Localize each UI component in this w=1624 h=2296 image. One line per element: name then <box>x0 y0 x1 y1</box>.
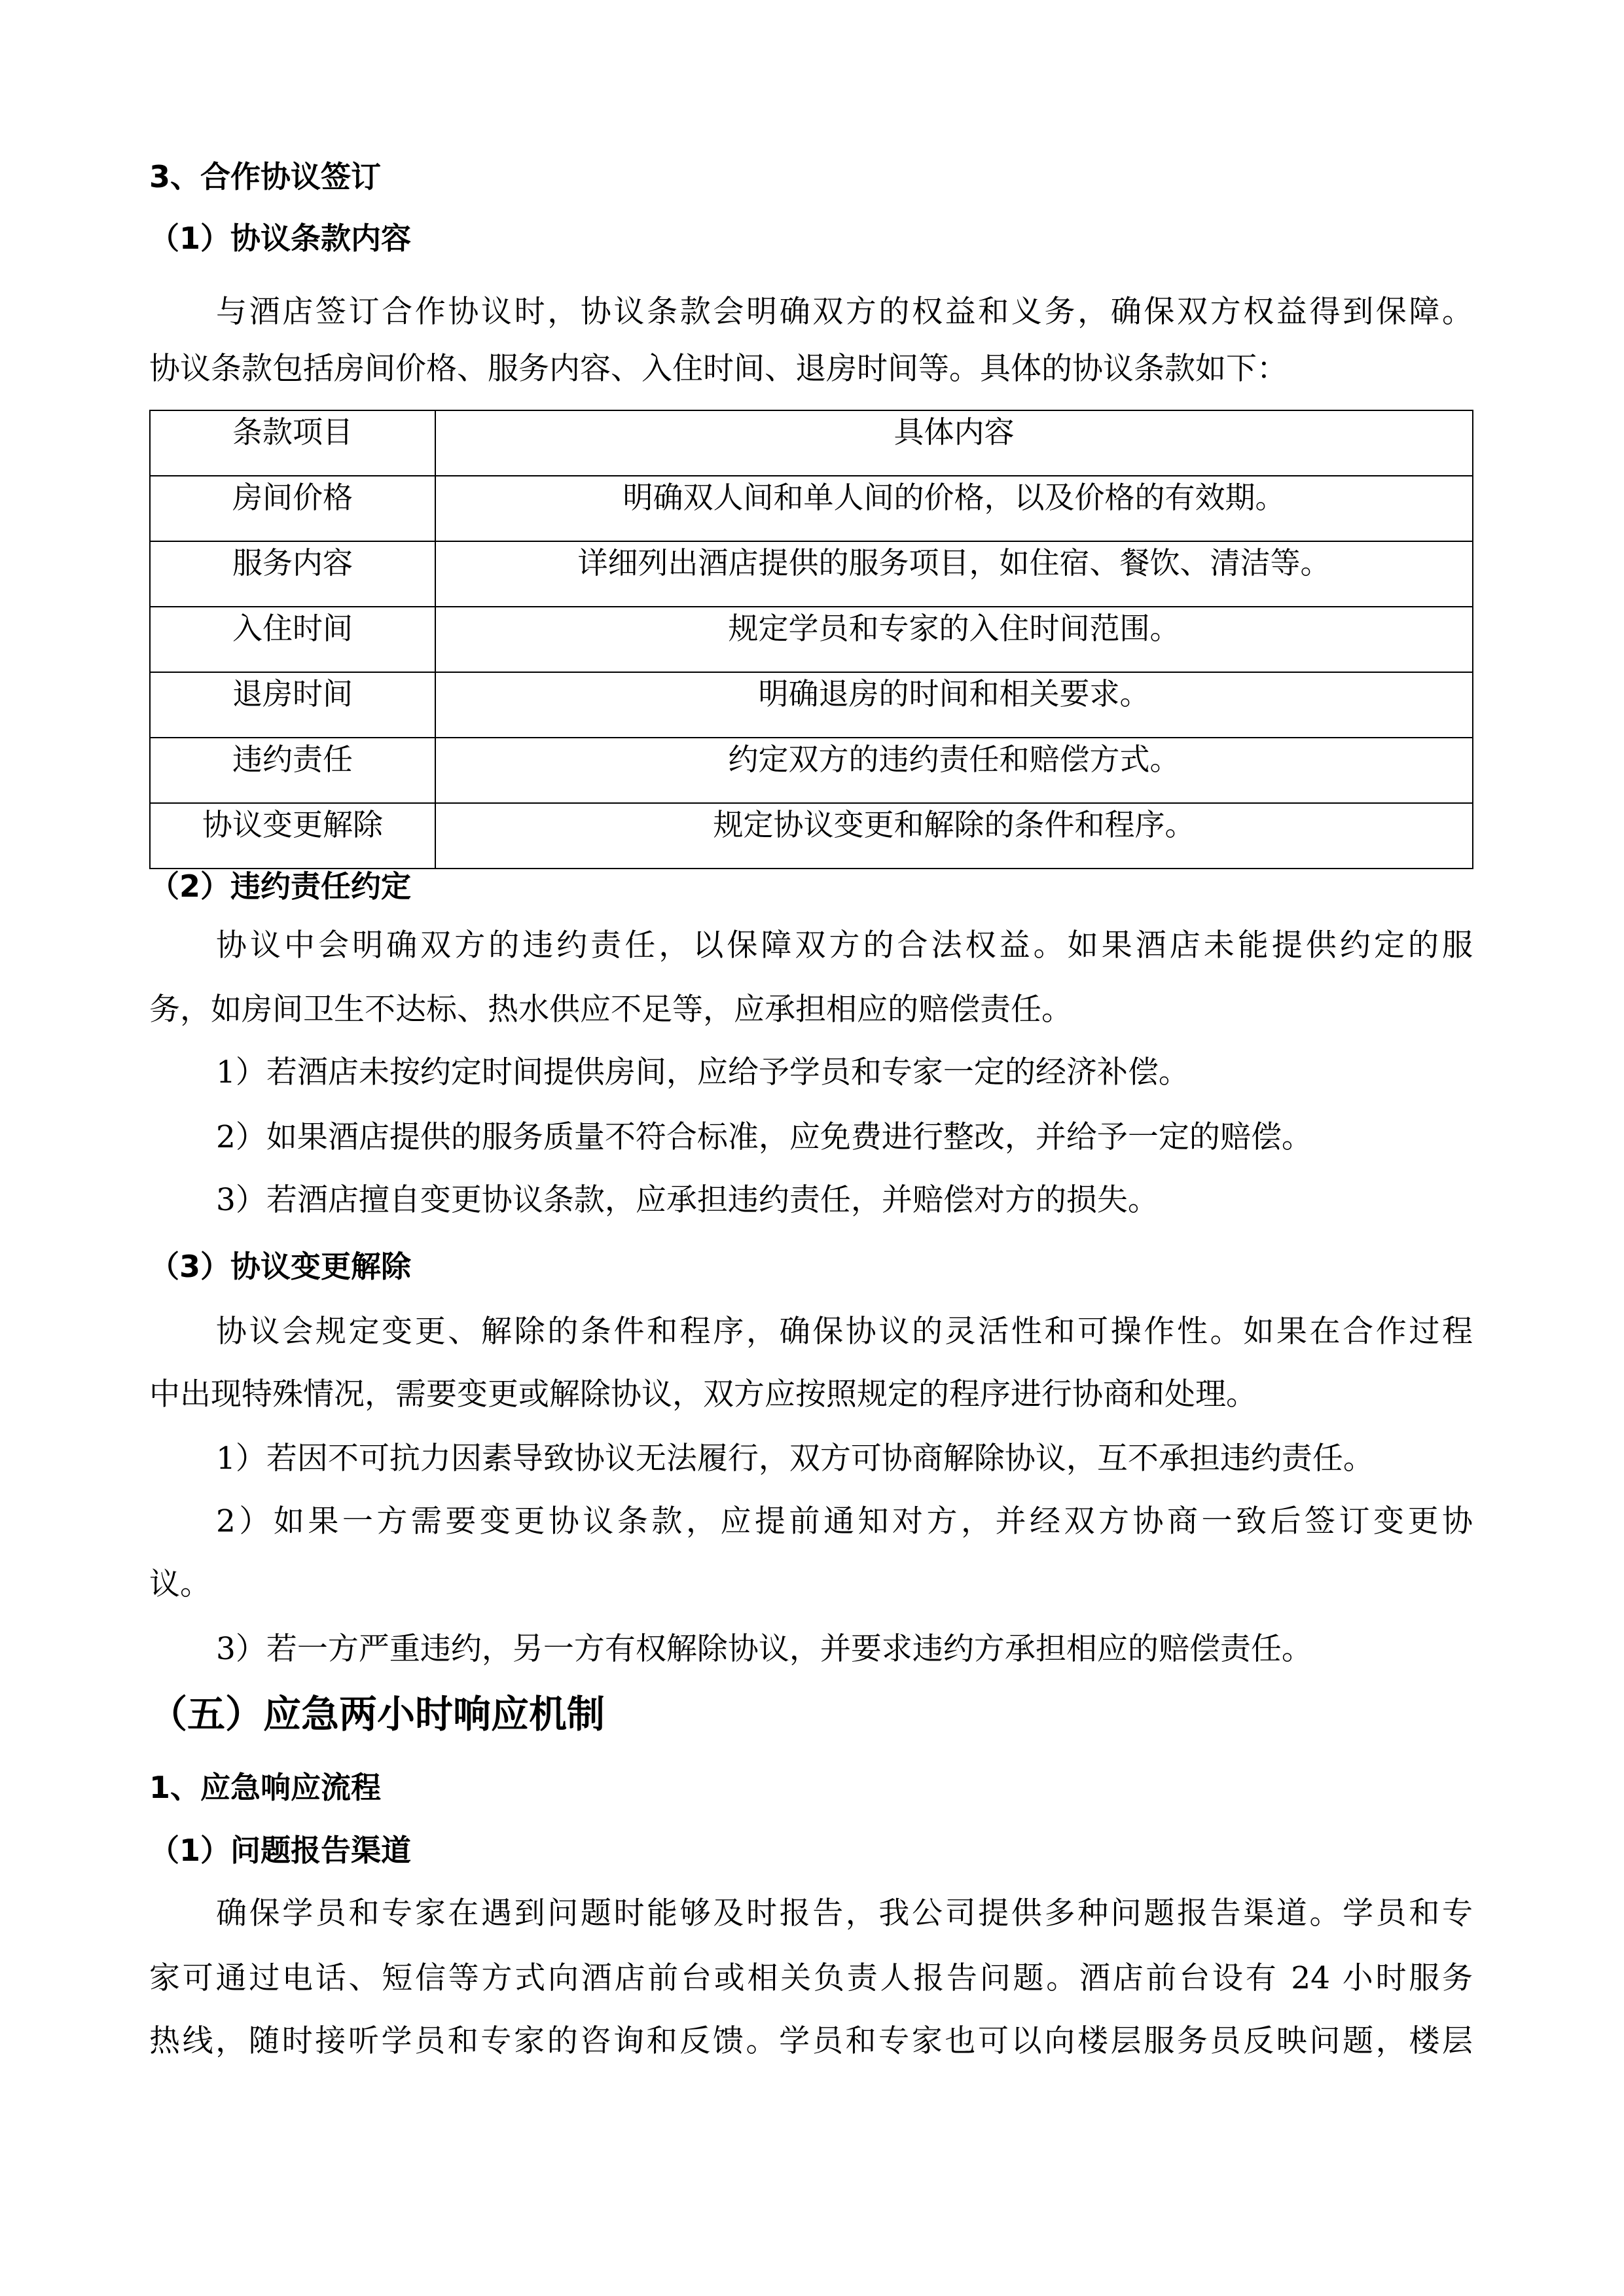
header-cell: 具体内容 <box>435 410 1473 476</box>
paragraph-line: 确保学员和专家在遇到问题时能够及时报告，我公司提供多种问题报告渠道。学员和专 <box>216 1895 1473 1931</box>
subheading-terms-content: （1）协议条款内容 <box>149 221 412 256</box>
terms-table <box>149 410 1473 869</box>
list-item: 2）如果一方需要变更协议条款，应提前通知对方，并经双方协商一致后签订变更协 <box>216 1503 1473 1539</box>
paragraph-line: 协议中会明确双方的违约责任，以保障双方的合法权益。如果酒店未能提供约定的服 <box>216 927 1473 963</box>
term-cell: 违约责任 <box>150 738 435 803</box>
term-cell: 入住时间 <box>150 607 435 672</box>
list-item: 3）若一方严重违约，另一方有权解除协议，并要求违约方承担相应的赔偿责任。 <box>216 1631 1312 1667</box>
term-cell: 退房时间 <box>150 672 435 738</box>
paragraph-line: 协议会规定变更、解除的条件和程序，确保协议的灵活性和可操作性。如果在合作过程 <box>216 1314 1473 1350</box>
content-cell: 约定双方的违约责任和赔偿方式。 <box>435 738 1473 803</box>
list-item: 1）若因不可抗力因素导致协议无法履行，双方可协商解除协议，互不承担违约责任。 <box>216 1441 1374 1477</box>
table-row <box>150 476 1473 541</box>
list-item: 2）如果酒店提供的服务质量不符合标准，应免费进行整改，并给予一定的赔偿。 <box>216 1119 1312 1155</box>
list-item: 3）若酒店擅自变更协议条款，应承担违约责任，并赔偿对方的损失。 <box>216 1182 1159 1218</box>
section-heading-agreement-signing: 3、合作协议签订 <box>149 159 382 194</box>
header-cell: 条款项目 <box>150 410 435 476</box>
paragraph-line: 中出现特殊情况，需要变更或解除协议，双方应按照规定的程序进行协商和处理。 <box>149 1376 1257 1412</box>
content-cell: 明确双人间和单人间的价格，以及价格的有效期。 <box>435 476 1473 541</box>
list-item-continuation: 议。 <box>149 1566 211 1602</box>
table-header-row <box>150 410 1473 476</box>
list-item: 1）若酒店未按约定时间提供房间，应给予学员和专家一定的经济补偿。 <box>216 1054 1189 1090</box>
subheading-breach-liability: （2）违约责任约定 <box>149 869 412 904</box>
table-row <box>150 672 1473 738</box>
paragraph-line: 热线，随时接听学员和专家的咨询和反馈。学员和专家也可以向楼层服务员反映问题，楼层 <box>149 2023 1473 2059</box>
paragraph-line: 与酒店签订合作协议时，协议条款会明确双方的权益和义务，确保双方权益得到保障。 <box>216 294 1473 330</box>
content-cell: 详细列出酒店提供的服务项目，如住宿、餐饮、清洁等。 <box>435 541 1473 607</box>
term-cell: 房间价格 <box>150 476 435 541</box>
term-cell: 协议变更解除 <box>150 803 435 869</box>
term-cell: 服务内容 <box>150 541 435 607</box>
content-cell: 明确退房的时间和相关要求。 <box>435 672 1473 738</box>
content-cell: 规定协议变更和解除的条件和程序。 <box>435 803 1473 869</box>
content-cell: 规定学员和专家的入住时间范围。 <box>435 607 1473 672</box>
table-row <box>150 541 1473 607</box>
paragraph-line: 务，如房间卫生不达标、热水供应不足等，应承担相应的赔偿责任。 <box>149 992 1072 1028</box>
section-heading-response-flow: 1、应急响应流程 <box>149 1770 382 1805</box>
subheading-agreement-change: （3）协议变更解除 <box>149 1249 412 1284</box>
section-heading-emergency-response: （五）应急两小时响应机制 <box>149 1692 605 1736</box>
table-row <box>150 738 1473 803</box>
paragraph-line: 家可通过电话、短信等方式向酒店前台或相关负责人报告问题。酒店前台设有 24 小时服务 <box>149 1960 1473 1996</box>
subheading-report-channels: （1）问题报告渠道 <box>149 1833 412 1868</box>
paragraph-line: 协议条款包括房间价格、服务内容、入住时间、退房时间等。具体的协议条款如下： <box>149 351 1288 387</box>
table-row <box>150 607 1473 672</box>
